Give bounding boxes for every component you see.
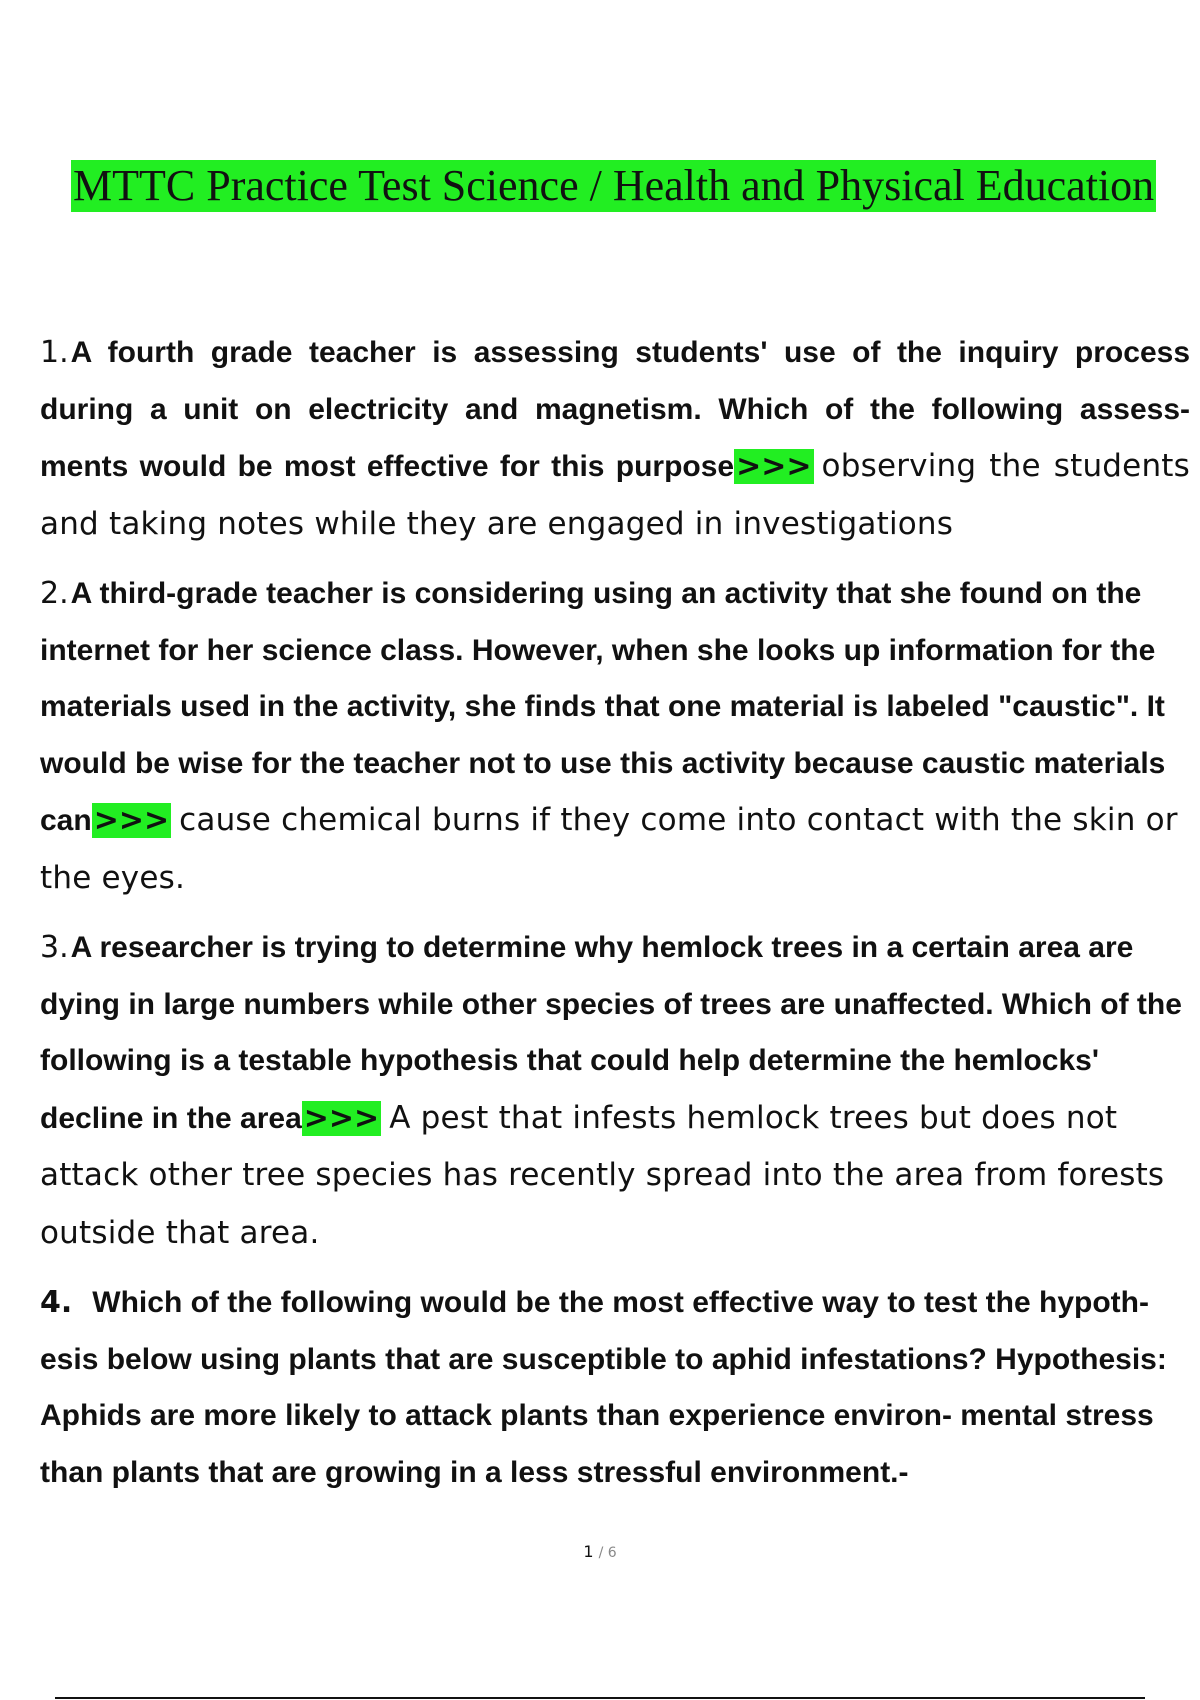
footer-divider — [55, 1697, 1145, 1699]
page-total: / 6 — [598, 1545, 617, 1561]
page-current: 1 — [583, 1542, 594, 1561]
question-number: 2. — [40, 576, 69, 611]
answer-marker: >>> — [736, 449, 812, 484]
question-text: A third-grade teacher is considering using an activity that she found on the internet for her science class. However, when she looks up information for the materials used in the activity, she finds that one material is labeled "caustic". It would be wise for the teacher not to use this activity because caustic materials can — [40, 577, 1166, 837]
question-number: 4. — [40, 1285, 73, 1320]
answer-text: A pest that infests hemlock trees but does not attack other tree species has recently spread into the area from forests outside that area. — [40, 1099, 1165, 1251]
answer-text: cause chemical burns if they come into contact with the skin or the eyes. — [40, 802, 1178, 896]
question-number: 3. — [40, 930, 69, 965]
question-number: 1. — [40, 335, 69, 370]
question-text: A fourth grade teacher is assessing students' use of the inquiry process during a unit on electricity and magnetism. Which of the following assess- ments would be most effective for this purpose — [40, 336, 1190, 483]
question-text: Which of the following would be the most effective way to test the hypoth- esis below using plants that are susceptible to aphid infestations? Hypothesis: Aphids are more likely to attack plants than experience environ- mental stress than plants that are growing in a less stressful environment.- — [40, 1286, 1167, 1489]
page-indicator — [0, 1542, 1200, 1561]
question-list — [40, 325, 1190, 1514]
answer-text: observing the students and taking notes while they are engaged in investigations — [40, 448, 1190, 542]
question-2 — [40, 566, 1190, 907]
question-4 — [40, 1275, 1190, 1501]
document-title: MTTC Practice Test Science / Health and Physical Education — [73, 161, 1155, 210]
answer-marker: >>> — [93, 803, 170, 838]
question-3 — [40, 920, 1190, 1262]
answer-marker: >>> — [303, 1100, 380, 1136]
question-text: A researcher is trying to determine why hemlock trees in a certain area are dying in large numbers while other species of trees are unaffected. Which of the following is a testable hypothesis that could help determine the hemlocks' decline in the area — [40, 931, 1182, 1135]
question-1 — [40, 325, 1190, 553]
